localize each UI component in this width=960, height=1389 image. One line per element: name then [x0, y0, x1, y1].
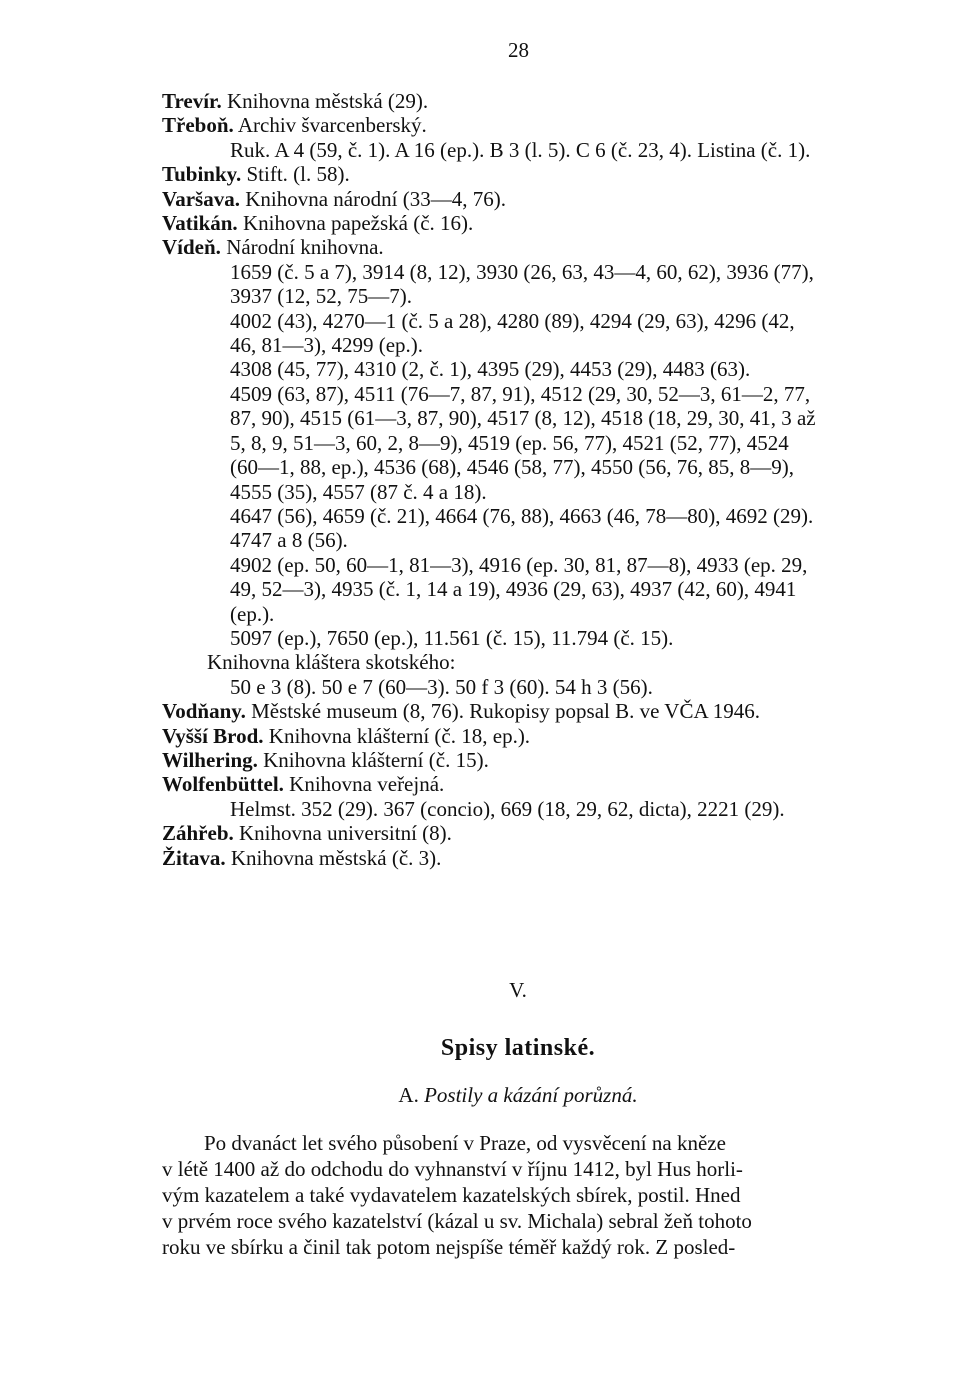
- paragraph-line: roku ve sbírku a činil tak potom nejspíše téměř každý rok. Z posled-: [162, 1235, 736, 1259]
- city-name: Vyšší Brod.: [162, 723, 264, 748]
- entry-line: 4555 (35), 4557 (87 č. 4 a 18).: [230, 479, 487, 504]
- entry-line: 49, 52—3), 4935 (č. 1, 14 a 19), 4936 (29, 63), 4937 (42, 60), 4941: [230, 577, 797, 602]
- entry-line: 4509 (63, 87), 4511 (76—7, 87, 91), 4512 (29, 30, 52—3, 61—2, 77,: [230, 381, 811, 406]
- entry-line: 4747 a 8 (56).: [230, 528, 348, 553]
- entry-text: Knihovna klášterní (č. 15).: [257, 747, 489, 772]
- entry-text: Knihovna městská (29).: [221, 89, 429, 113]
- city-name: Vodňany.: [162, 699, 246, 724]
- entry-vyssi-brod: [162, 724, 902, 748]
- entry-text: Knihovna universitní (8).: [233, 821, 452, 846]
- entry-line: Helmst. 352 (29). 367 (concio), 669 (18, 29, 62, dicta), 2221 (29).: [230, 796, 785, 821]
- page-number: 28: [508, 38, 529, 62]
- entry-line: (60—1, 88, ep.), 4536 (68), 4546 (58, 77), 4550 (56, 76, 85, 8—9),: [230, 455, 795, 480]
- entry-vodnany: [162, 699, 902, 723]
- city-name: Vatikán.: [162, 211, 238, 236]
- entry-viden: [162, 235, 902, 259]
- paragraph-line: Po dvanáct let svého působení v Praze, od vysvěcení na kněze: [204, 1131, 726, 1155]
- entry-line: 4002 (43), 4270—1 (č. 5 a 28), 4280 (89), 4294 (29, 63), 4296 (42,: [230, 308, 795, 333]
- entry-line: 4308 (45, 77), 4310 (2, č. 1), 4395 (29), 4453 (29), 4483 (63).: [230, 357, 751, 382]
- entry-text: Národní knihovna.: [220, 235, 384, 260]
- city-name: Wilhering.: [162, 747, 258, 772]
- entry-line: 1659 (č. 5 a 7), 3914 (8, 12), 3930 (26, 63, 43—4, 60, 62), 3936 (77),: [230, 259, 814, 284]
- entry-line: Knihovna kláštera skotského:: [207, 650, 456, 675]
- subsection-letter: A.: [398, 1083, 419, 1107]
- city-name: Žitava.: [162, 845, 226, 870]
- entry-line: 4647 (56), 4659 (č. 21), 4664 (76, 88), 4663 (46, 78—80), 4692 (29).: [230, 503, 814, 528]
- entry-line: 5, 8, 9, 51—3, 60, 2, 8—9), 4519 (ep. 56, 77), 4521 (52, 77), 4524: [230, 430, 789, 455]
- city-name: Varšava.: [162, 186, 240, 211]
- entry-trevir: [162, 89, 902, 113]
- entry-text: Knihovna veřejná.: [283, 772, 445, 797]
- entry-text: Archiv švarcenberský.: [233, 113, 427, 138]
- paragraph-line: v prvém roce svého kazatelství (kázal u sv. Michala) sebral žeň tohoto: [162, 1209, 752, 1233]
- entry-text: Knihovna papežská (č. 16).: [237, 211, 474, 236]
- entry-zitava: [162, 846, 902, 870]
- entry-tubinky: [162, 162, 902, 186]
- city-name: Wolfenbüttel.: [162, 772, 284, 797]
- entry-line: 4902 (ep. 50, 60—1, 81—3), 4916 (ep. 30, 81, 87—8), 4933 (ep. 29,: [230, 552, 808, 577]
- entry-text: Knihovna klášterní (č. 18, ep.).: [263, 723, 531, 748]
- city-name: Trevír.: [162, 89, 222, 113]
- city-name: Tubinky.: [162, 162, 242, 187]
- city-name: Záhřeb.: [162, 821, 234, 846]
- entry-line: 50 e 3 (8). 50 e 7 (60—3). 50 f 3 (60). 54 h 3 (56).: [230, 674, 653, 699]
- paragraph-line: vým kazatelem a také vydavatelem kazatelských sbírek, postil. Hned: [162, 1183, 741, 1207]
- entry-varsava: [162, 187, 902, 211]
- entry-text: Knihovna městská (č. 3).: [225, 845, 442, 870]
- city-name: Třeboň.: [162, 113, 234, 138]
- entry-wolfenbuttel: [162, 772, 902, 796]
- section-number: V.: [509, 978, 527, 1002]
- entry-line: 3937 (12, 52, 75—7).: [230, 284, 412, 309]
- library-index: [162, 89, 902, 870]
- paragraph-line: v létě 1400 až do odchodu do vyhnanství v říjnu 1412, byl Hus horli-: [162, 1157, 743, 1181]
- entry-line: (ep.).: [230, 601, 275, 626]
- entry-trebon: [162, 113, 902, 137]
- entry-text: Městské museum (8, 76). Rukopisy popsal B. ve VČA 1946.: [245, 699, 760, 724]
- subsection-heading: [0, 1083, 960, 1108]
- city-name: Vídeň.: [162, 235, 221, 260]
- body-paragraph: [162, 1130, 902, 1260]
- entry-line: 87, 90), 4515 (61—3, 87, 90), 4517 (8, 12), 4518 (18, 29, 30, 41, 3 až: [230, 406, 816, 431]
- entry-line: 5097 (ep.), 7650 (ep.), 11.561 (č. 15), 11.794 (č. 15).: [230, 625, 674, 650]
- entry-text: Knihovna národní (33—4, 76).: [239, 186, 506, 211]
- entry-line: Ruk. A 4 (59, č. 1). A 16 (ep.). B 3 (l. 5). C 6 (č. 23, 4). Listina (č. 1).: [230, 137, 811, 162]
- entry-wilhering: [162, 748, 902, 772]
- subsection-title: Postily a kázání porůzná.: [424, 1083, 638, 1107]
- entry-line: 46, 81—3), 4299 (ep.).: [230, 333, 424, 358]
- entry-vatikan: [162, 211, 902, 235]
- section-title: Spisy latinské.: [440, 1035, 596, 1061]
- entry-text: Stift. (l. 58).: [241, 162, 350, 187]
- entry-zahreb: [162, 821, 902, 845]
